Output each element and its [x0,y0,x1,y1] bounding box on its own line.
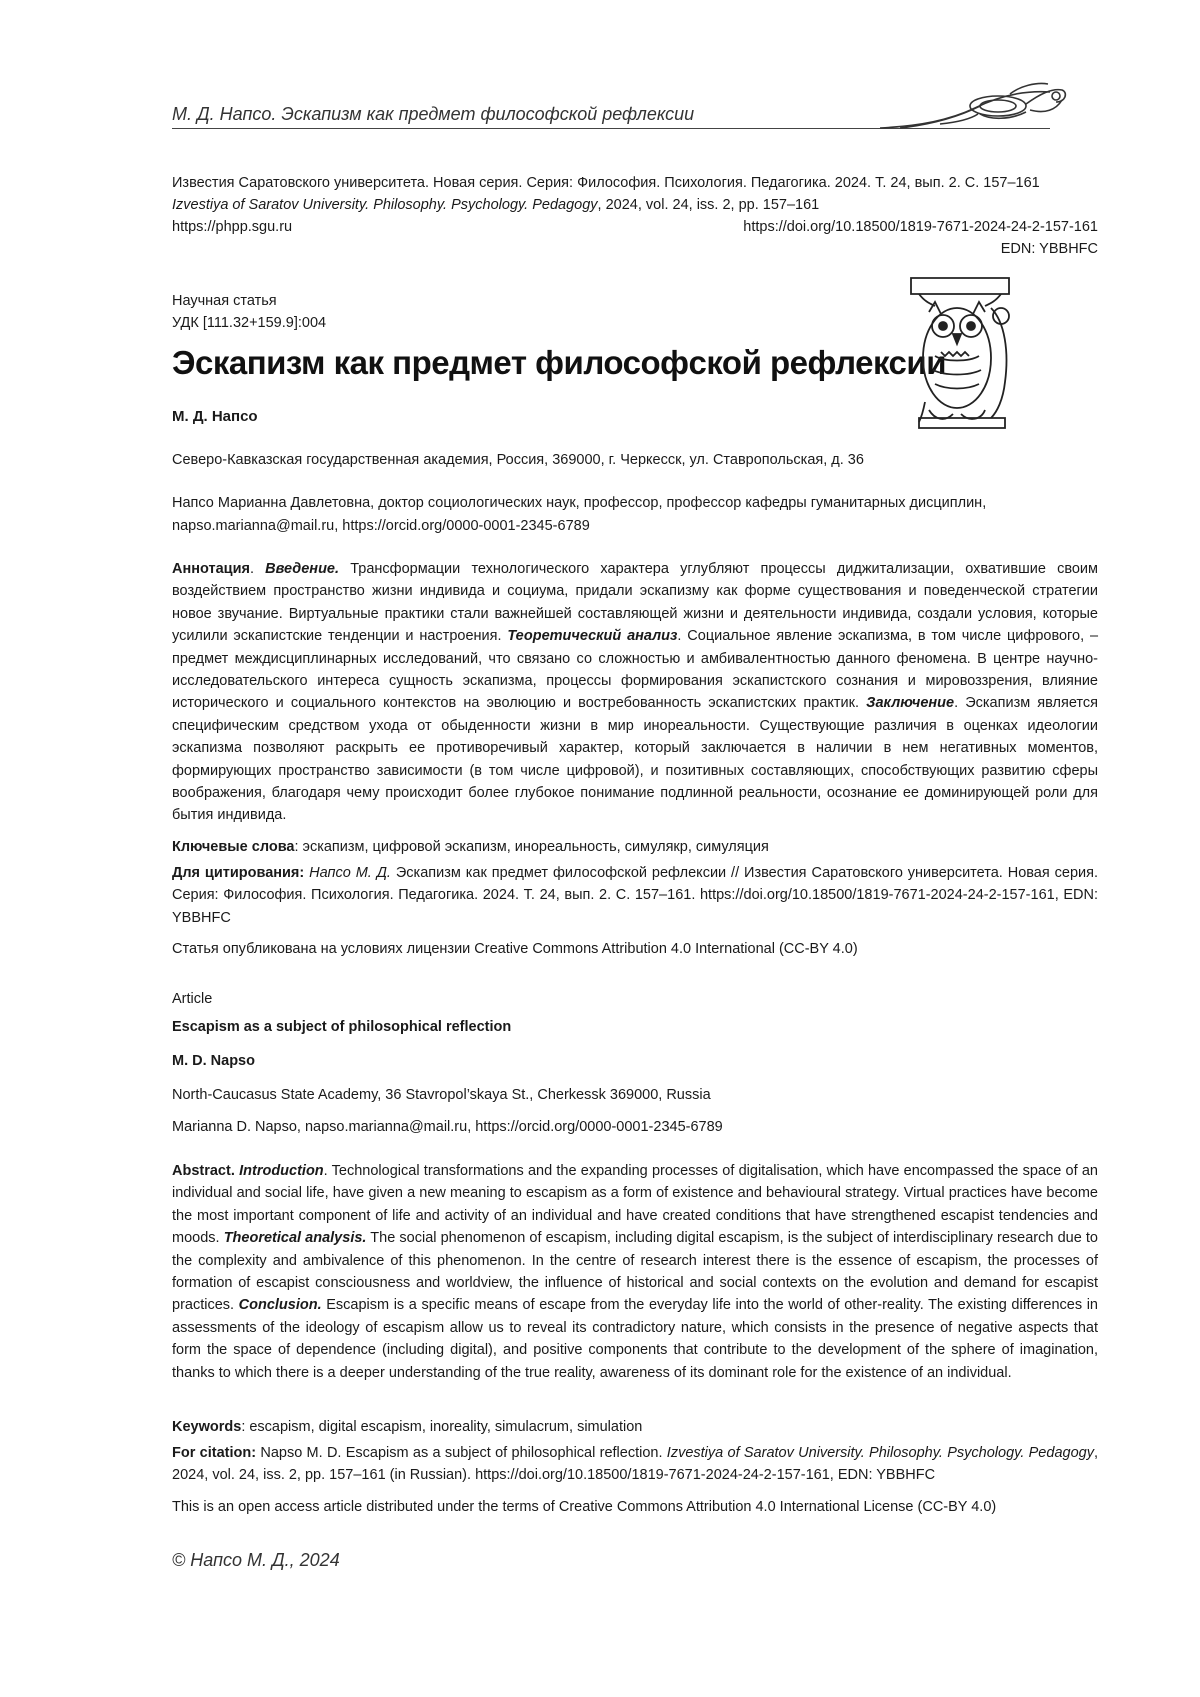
keywords-en-label: Keywords [172,1419,242,1435]
author-ru: М. Д. Напсо [172,408,258,425]
abstract-ru-intro-text: Трансформации технологического характера углубляют процессы диджитализации, охватившие своим воздействием пространство жизни индивида и социума, придали эскапизму как форме существования и поведенческой стратегии новое звучание. Виртуальные практики стали важнейшей составляющей жизни и деятельности индивида, создали условия, которые усилили эскапистские тенденции и настроения. [172,561,1099,645]
abstract-ru [172,558,1098,827]
citation-ru-author: Напсо М. Д. [304,865,391,881]
keywords-ru [172,836,1098,858]
abstract-ru-analysis-label: Теоретический анализ [507,628,678,645]
abstract-en-analysis-label: Theoretical analysis. [223,1230,367,1247]
article-meta [172,290,326,334]
citation-en [172,1442,1098,1487]
journal-doi-link[interactable]: https://doi.org/10.18500/1819-7671-2024-24-2-157-161 [743,219,1098,235]
journal-ru: Известия Саратовского университета. Новая серия. Серия: Философия. Психология. Педагогика. 2024. Т. 24, вып. 2. С. 157–161 [172,175,1040,191]
journal-en-details: , 2024, vol. 24, iss. 2, pp. 157–161 [597,197,820,213]
journal-edn: EDN: YBBHFC [1000,241,1098,257]
abstract-en-analysis-text: The social phenomenon of escapism, including digital escapism, is the subject of interdisciplinary research due to the complexity and ambivalence of this phenomenon. In the centre of research interest there is the essence of escapism, the processes of formation of escapist consciousness and worldview, the influence of historical and social contexts on the evolution and demand for escapist practices. [172,1230,1098,1314]
running-head: М. Д. Напсо. Эскапизм как предмет философской рефлексии [172,104,695,124]
citation-en-text1: Napso M. D. Escapism as a subject of philosophical reflection. [256,1445,667,1461]
journal-site-link[interactable]: https://phpp.sgu.ru [172,219,293,235]
abstract-ru-label: Аннотация [172,561,250,577]
orcid-prefix-link[interactable]: https://orcid.org/ [342,518,447,534]
journal-en [172,194,1098,216]
abstract-ru-analysis-text: . Социальное явление эскапизма, в том числе цифрового, – предмет междисциплинарных исследований, что связано со сложностью и амбивалентностью данного феномена. В центре научно-исследовательского интереса сущность эскапизма, процессы формирования эскапистского сознания и мировоззрения, влияние исторического и социального контекстов на эволюцию и востребованность эскапистских практик. [172,628,1099,712]
license-en: This is an open access article distributed under the terms of Creative Commons Attribution 4.0 International License (CC-BY 4.0) [172,1499,997,1515]
citation-ru-text: Эскапизм как предмет философской рефлексии // Известия Саратовского университета. Новая серия. Серия: Философия. Психология. Педагогика. 2024. Т. 24, вып. 2. С. 157–161. https://doi.org/10.18500/1819-7671-2024-24-2-157-161, EDN: YBBHFC [172,865,1098,926]
journal-en-title: Izvestiya of Saratov University. Philosophy. Psychology. Pedagogy [172,197,598,213]
keywords-ru-label: Ключевые слова [172,839,295,855]
affiliation-en: North-Caucasus State Academy, 36 Stavropol’skaya St., Cherkessk 369000, Russia [172,1087,711,1103]
citation-en-label: For citation: [172,1445,257,1461]
article-type-en: Article [172,991,213,1007]
page-title: Эскапизм как предмет философской рефлексии [172,344,946,381]
citation-en-text2: , 2024, vol. 24, iss. 2, pp. 157–161 (in Russian). https://doi.org/10.18500/1819-7671-2024-24-2-157-161, EDN: YBBHFC [172,1445,1098,1484]
citation-ru-label: Для цитирования: [172,865,305,881]
udk: УДК [111.32+159.9]:004 [172,315,327,331]
owl-logo-icon [905,272,1015,432]
title-en: Escapism as a subject of philosophical reflection [172,1019,512,1035]
abstract-en-intro-label: Introduction [234,1163,324,1179]
citation-ru [172,862,1098,929]
affiliation-ru: Северо-Кавказская государственная академия, Россия, 369000, г. Черкесск, ул. Ставропольская, д. 36 [172,452,864,468]
author-details-text: Напсо Марианна Давлетовна, доктор социологических наук, профессор, профессор кафедры гуманитарных дисциплин, napso.marianna@mail.ru, [172,495,987,534]
keywords-en [172,1416,1098,1438]
abstract-ru-sep: . [249,561,266,577]
author-details-en: Marianna D. Napso, napso.marianna@mail.ru, https://orcid.org/0000-0001-2345-6789 [172,1119,723,1135]
abstract-ru-conclusion-label: Заключение [866,695,955,712]
keywords-ru-text: : эскапизм, цифровой эскапизм, инореальность, симулякр, симуляция [294,839,769,855]
citation-en-journal: Izvestiya of Saratov University. Philosophy. Psychology. Pedagogy [666,1445,1094,1461]
abstract-en-conclusion-label: Conclusion. [238,1297,322,1314]
article-type: Научная статья [172,293,277,309]
abstract-ru-intro-label: Введение. [265,561,340,577]
abstract-en-conclusion-text: Escapism is a specific means of escape from the everyday life into the world of other-reality. The existing differences in assessments of the ideology of escapism allow us to reveal its contradictory nature, which consists in the presence of negative aspects that form the space of dependence (including digital), and positive components that contribute to the development of the sphere of imagination, thanks to which there is a deeper understanding of the true reality, awareness of its dominant role for the existence of an individual. [172,1297,1098,1381]
abstract-en [172,1160,1098,1384]
abstract-en-label: Abstract. [172,1163,235,1179]
header-ornament-icon [880,80,1070,132]
author-en: M. D. Napso [172,1053,255,1069]
author-details-ru [172,492,1098,538]
abstract-ru-conclusion-text: . Эскапизм является специфическим средством ухода от обыденности жизни в мир инореальности. Существующие различия в оценках идеологии эскапизма позволяют раскрыть ее противоречивый характер, который заключается в наличии в нем негативных моментов, формирующих пространство зависимости (в том числе цифровой), и позитивных составляющих, способствующих развитию сферы воображения, благодаря чему происходит более глубокое понимание подлинной реальности, осознание ее доминирующей роли для бытия индивида. [172,695,1099,824]
orcid-id[interactable]: 0000-0001-2345-6789 [446,518,590,534]
license-ru: Статья опубликована на условиях лицензии Creative Commons Attribution 4.0 International (CC-BY 4.0) [172,941,858,957]
keywords-en-text: : escapism, digital escapism, inoreality, simulacrum, simulation [241,1419,643,1435]
copyright: © Напсо М. Д., 2024 [172,1550,340,1570]
abstract-en-intro-text: . Technological transformations and the expanding processes of digitalisation, which have encompassed the space of an individual and social life, have given a new meaning to escapism as a form of existence and behavioural strategy. Virtual practices have become the most important component of life and activity of an individual and have created conditions that have strengthened escapist tendencies and moods. [172,1163,1098,1247]
journal-info [172,172,1098,260]
